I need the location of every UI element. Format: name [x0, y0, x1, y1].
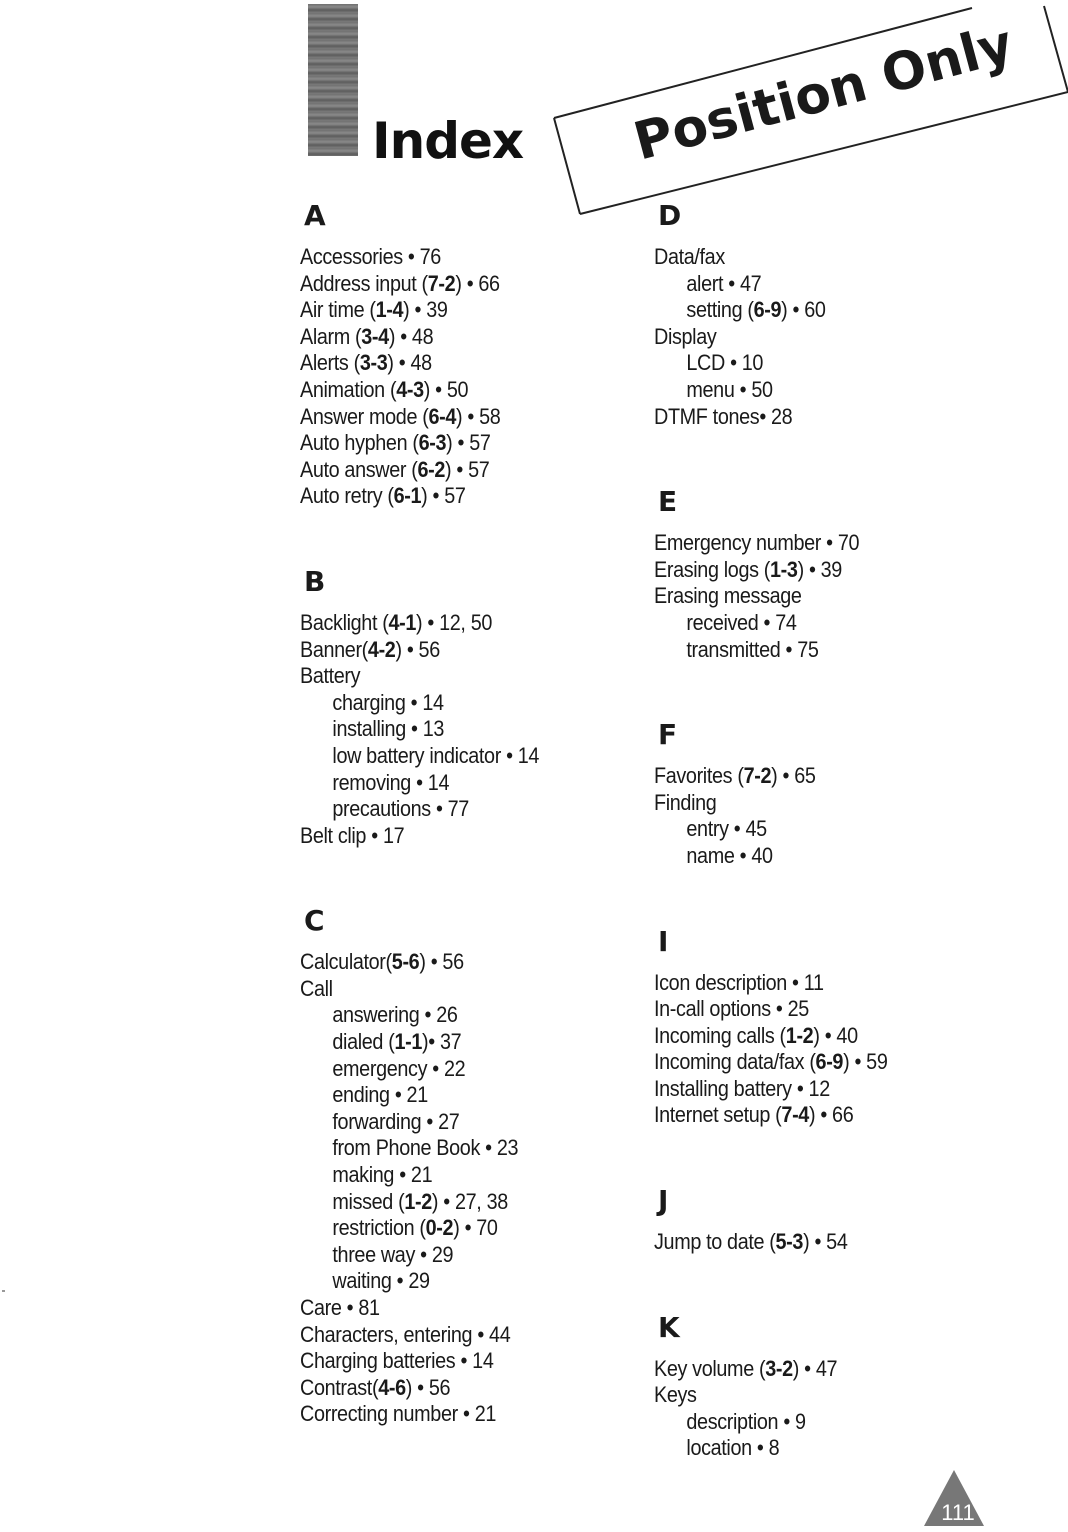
index-subentry: emergency • 22 [332, 1055, 466, 1081]
index-entry: Characters, entering • 44 [300, 1321, 511, 1347]
menu-shortcut-code: 3-4 [361, 323, 389, 349]
entry-page-ref: ) • 50 [423, 376, 469, 402]
entry-page-ref: ) • 57 [421, 483, 466, 509]
section-letter: K [658, 1310, 680, 1344]
entry-page-ref: ) • 56 [419, 949, 464, 975]
menu-shortcut-code: 3-3 [359, 350, 388, 376]
section-letter: F [658, 718, 678, 752]
index-entry: Display [654, 323, 717, 349]
index-subentry: LCD • 10 [686, 350, 764, 376]
entry-page-ref: ) • 54 [803, 1229, 848, 1255]
index-subentry: three way • 29 [332, 1241, 454, 1267]
entry-list [654, 763, 984, 869]
entry-text: Banner( [300, 636, 368, 662]
entry-text: Contrast( [300, 1374, 379, 1400]
menu-shortcut-code: 1-1 [394, 1029, 423, 1055]
index-subentry: waiting • 29 [332, 1268, 430, 1294]
index-entry: Belt clip • 17 [300, 822, 405, 848]
index-entry [300, 430, 597, 457]
entry-text: Jump to date ( [654, 1229, 776, 1255]
index-subentry: from Phone Book • 23 [332, 1135, 519, 1161]
index-entry [654, 1102, 951, 1129]
index-subentry: alert • 47 [686, 270, 762, 296]
entry-page-ref: ) • 48 [387, 350, 432, 376]
index-column-right [654, 196, 984, 1514]
index-subentry [300, 1029, 597, 1056]
section-letter: C [304, 904, 325, 938]
section-letter: B [304, 564, 326, 598]
menu-shortcut-code: 1-4 [375, 297, 404, 323]
page-title: Index [372, 112, 524, 170]
menu-shortcut-code: 1-3 [770, 556, 798, 582]
index-entry: Installing battery • 12 [654, 1075, 830, 1101]
entry-text: Calculator( [300, 949, 392, 975]
index-subentry: received • 74 [686, 609, 797, 635]
index-subentry: location • 8 [686, 1435, 780, 1461]
index-entry [300, 1375, 597, 1402]
index-entry [300, 324, 597, 351]
entry-list [654, 244, 984, 430]
section-letter: A [304, 199, 326, 232]
index-subentry: low battery indicator • 14 [332, 742, 540, 768]
index-entry [654, 1229, 951, 1256]
index-entry: Icon description • 11 [654, 969, 824, 995]
index-subentry: menu • 50 [686, 376, 773, 402]
index-subentry: charging • 14 [332, 689, 444, 715]
section-letter: I [658, 924, 669, 958]
entry-text: Auto answer ( [300, 456, 418, 482]
entry-page-ref: ) • 39 [797, 556, 842, 582]
entry-page-ref: ) • 66 [808, 1102, 854, 1128]
index-section-j [654, 1181, 984, 1256]
index-entry [654, 1356, 951, 1383]
entry-text: Internet setup ( [654, 1102, 782, 1128]
entry-text: Key volume ( [654, 1355, 766, 1381]
index-entry: Battery [300, 663, 361, 689]
menu-shortcut-code: 6-2 [417, 456, 446, 482]
entry-text: Erasing logs ( [654, 556, 771, 582]
entry-text: Backlight ( [300, 609, 389, 635]
menu-shortcut-code: 5-6 [391, 949, 420, 975]
index-entry: Accessories • 76 [300, 244, 441, 269]
index-section-a [300, 196, 630, 510]
entry-page-ref: ) • 70 [453, 1215, 498, 1241]
entry-page-ref: ) • 56 [395, 636, 440, 662]
entry-text: missed ( [332, 1188, 405, 1214]
menu-shortcut-code: 3-2 [765, 1355, 793, 1381]
entry-page-ref: ) • 57 [445, 456, 490, 482]
index-subentry: entry • 45 [686, 816, 767, 842]
index-section-i [654, 922, 984, 1130]
stamp-text: Position Only [627, 13, 1020, 173]
index-entry [300, 271, 597, 298]
menu-shortcut-code: 5-3 [775, 1229, 804, 1255]
index-subentry: installing • 13 [332, 716, 445, 742]
entry-page-ref: ) • 39 [403, 297, 448, 323]
index-section-b [300, 562, 630, 849]
entry-text: Answer mode ( [300, 403, 429, 429]
index-entry: Keys [654, 1382, 697, 1408]
index-entry [300, 457, 597, 484]
menu-shortcut-code: 4-2 [367, 636, 396, 662]
index-entry [300, 350, 597, 377]
entry-page-ref: ) • 48 [388, 323, 434, 349]
menu-shortcut-code: 0-2 [425, 1215, 454, 1241]
entry-page-ref: ) • 65 [771, 763, 816, 789]
entry-page-ref: ) • 56 [405, 1374, 451, 1400]
entry-list [654, 1229, 984, 1256]
entry-page-ref: ) • 58 [456, 403, 501, 429]
index-entry: Charging batteries • 14 [300, 1348, 494, 1374]
menu-shortcut-code: 6-4 [428, 403, 457, 429]
index-entry [654, 763, 951, 790]
index-subentry: ending • 21 [332, 1082, 428, 1108]
index-entry: Call [300, 975, 333, 1001]
entry-text: Auto retry ( [300, 483, 394, 509]
entry-page-ref: ) • 27, 38 [431, 1188, 508, 1214]
menu-shortcut-code: 4-1 [388, 609, 417, 635]
menu-shortcut-code: 4-3 [396, 376, 424, 402]
index-subentry: making • 21 [332, 1162, 433, 1188]
index-subentry: answering • 26 [332, 1002, 458, 1028]
index-entry: Emergency number • 70 [654, 530, 860, 556]
section-letter: E [658, 485, 678, 519]
menu-shortcut-code: 6-9 [753, 297, 782, 323]
index-entry [300, 377, 597, 404]
scan-speck [2, 1290, 5, 1292]
index-subentry: transmitted • 75 [686, 636, 819, 662]
index-subentry [300, 1215, 597, 1242]
index-subentry: name • 40 [686, 842, 773, 868]
index-entry [300, 610, 597, 637]
index-subentry: forwarding • 27 [332, 1108, 460, 1134]
entry-text: Auto hyphen ( [300, 430, 419, 456]
entry-page-ref: ) • 59 [843, 1049, 888, 1075]
index-subentry: removing • 14 [332, 769, 450, 795]
section-letter: D [658, 199, 682, 232]
entry-page-ref: ) • 66 [455, 270, 500, 296]
entry-text: restriction ( [332, 1215, 426, 1241]
menu-shortcut-code: 6-9 [815, 1049, 844, 1075]
menu-shortcut-code: 6-1 [393, 483, 422, 509]
menu-shortcut-code: 6-3 [418, 430, 447, 456]
entry-text: dialed ( [332, 1029, 395, 1055]
index-entry: DTMF tones• 28 [654, 403, 793, 429]
index-entry [300, 404, 597, 431]
chapter-tab-bar [308, 4, 358, 156]
menu-shortcut-code: 4-6 [378, 1374, 406, 1400]
entry-text: setting ( [686, 297, 754, 323]
index-column-left [300, 196, 630, 1480]
entry-page-ref: ) • 12, 50 [416, 609, 493, 635]
index-entry: In-call options • 25 [654, 996, 809, 1022]
entry-page-ref: ) • 60 [781, 297, 826, 323]
menu-shortcut-code: 7-2 [743, 763, 772, 789]
index-entry [654, 557, 951, 584]
page-number: 111 [941, 1500, 975, 1525]
index-section-e [654, 482, 984, 663]
index-entry [654, 1049, 951, 1076]
menu-shortcut-code: 1-2 [785, 1022, 814, 1048]
index-subentry: description • 9 [686, 1408, 806, 1434]
index-entry: Care • 81 [300, 1295, 380, 1320]
menu-shortcut-code: 7-4 [781, 1102, 809, 1128]
entry-text: Air time ( [300, 297, 376, 323]
entry-text: Incoming data/fax ( [654, 1049, 816, 1075]
index-entry: Erasing message [654, 583, 802, 609]
index-section-k [654, 1308, 984, 1462]
entry-text: Animation ( [300, 376, 397, 402]
index-entry [300, 949, 597, 976]
entry-text: Address input ( [300, 270, 428, 296]
entry-list [654, 1356, 984, 1462]
entry-list [300, 610, 630, 849]
entry-text: Favorites ( [654, 763, 744, 789]
index-entry [300, 637, 597, 664]
index-entry [300, 297, 597, 324]
entry-page-ref: )• 37 [422, 1029, 462, 1055]
index-section-d [654, 196, 984, 430]
index-entry [654, 1023, 951, 1050]
entry-list [654, 970, 984, 1130]
index-subentry [654, 297, 951, 324]
entry-page-ref: ) • 57 [446, 430, 491, 456]
entry-text: Alerts ( [300, 350, 360, 376]
entry-page-ref: ) • 40 [813, 1022, 858, 1048]
index-entry: Data/fax [654, 244, 725, 269]
index-subentry: precautions • 77 [332, 796, 469, 822]
index-subentry [300, 1189, 597, 1216]
index-section-c [300, 901, 630, 1428]
entry-page-ref: ) • 47 [792, 1355, 838, 1381]
section-letter: J [658, 1184, 669, 1218]
entry-text: Alarm ( [300, 323, 362, 349]
index-section-f [654, 715, 984, 869]
index-entry [300, 483, 597, 510]
entry-list [654, 530, 984, 663]
index-entry: Finding [654, 789, 717, 815]
entry-text: Incoming calls ( [654, 1022, 786, 1048]
entry-list [300, 244, 630, 510]
index-entry: Correcting number • 21 [300, 1401, 497, 1427]
menu-shortcut-code: 7-2 [427, 270, 456, 296]
entry-list [300, 949, 630, 1428]
menu-shortcut-code: 1-2 [404, 1188, 432, 1214]
